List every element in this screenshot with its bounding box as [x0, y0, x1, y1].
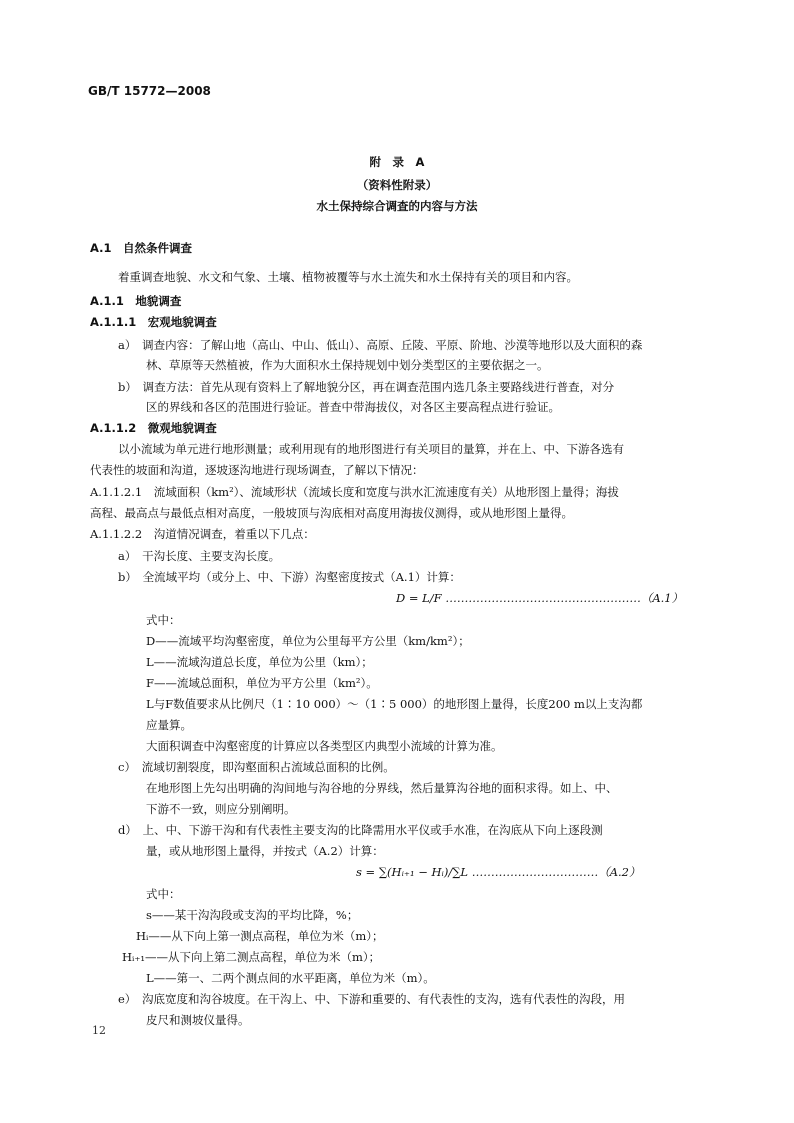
appendix-title: 水土保持综合调查的内容与方法 — [316, 199, 478, 213]
text-line: b） 全流域平均（或分上、中、下游）沟壑密度按式（A.1）计算： — [118, 570, 461, 584]
text-line: 在地形图上先勾出明确的沟间地与沟谷地的分界线，然后量算沟谷地的面积求得。如上、中、 — [146, 781, 618, 795]
text-line: 式中： — [146, 887, 181, 901]
text-line: L——第一、二两个测点间的水平距离，单位为米（m）。 — [146, 971, 435, 985]
standard-code: GB/T 15772—2008 — [88, 84, 211, 98]
text-line: 大面积调查中沟壑密度的计算应以各类型区内典型小流域的计算为准。 — [146, 739, 503, 753]
text-line: A.1.1.2.2 沟道情况调查，着重以下几点： — [90, 527, 315, 541]
text-line: Hᵢ₊₁——从下向上第二测点高程，单位为米（m）； — [122, 950, 381, 964]
text-line: 式中： — [146, 613, 181, 627]
text-line: a） 调查内容：了解山地（高山、中山、低山）、高原、丘陵、平原、阶地、沙漠等地形以及大面积的森 — [118, 338, 643, 352]
text-line: 应量算。 — [146, 718, 192, 732]
text-line: 代表性的坡面和沟道，逐坡逐沟地进行现场调查，了解以下情况： — [90, 463, 424, 477]
page-number: 12 — [92, 1024, 106, 1037]
text-line: L——流域沟道总长度，单位为公里（km）； — [146, 655, 373, 669]
text-line: s——某干沟沟段或支沟的平均比降，%； — [146, 908, 359, 922]
section-heading: A.1.1.2 微观地貌调查 — [90, 421, 217, 435]
text-line: 区的界线和各区的范围进行验证。普查中带海拔仪，对各区主要高程点进行验证。 — [146, 400, 560, 414]
text-line: D——流域平均沟壑密度，单位为公里每平方公里（km/km²）； — [146, 634, 470, 648]
text-line: Hᵢ——从下向上第一测点高程，单位为米（m）； — [136, 929, 384, 943]
text-line: a） 干沟长度、主要支沟长度。 — [118, 549, 281, 563]
appendix-nature: （资料性附录） — [356, 178, 438, 192]
section-heading: A.1.1.1 宏观地貌调查 — [90, 315, 217, 329]
text-line: L与F数值要求从比例尺（1∶10 000）～（1∶5 000）的地形图上量得，长度200 m以上支沟都 — [146, 697, 643, 711]
text-line: 着重调查地貌、水文和气象、土壤、植物被覆等与水土流失和水土保持有关的项目和内容。 — [118, 270, 578, 284]
text-line: 量，或从地形图上量得，并按式（A.2）计算： — [146, 844, 384, 858]
text-line: 高程、最高点与最低点相对高度，一般坡顶与沟底相对高度用海拔仪测得，或从地形图上量得。 — [90, 506, 573, 520]
appendix-label: 附 录 A — [369, 155, 425, 169]
section-heading: A.1 自然条件调查 — [90, 241, 192, 255]
text-line: e） 沟底宽度和沟谷坡度。在干沟上、中、下游和重要的、有代表性的支沟，选有代表性的沟段，用 — [118, 992, 626, 1006]
text-line: c） 流域切割裂度，即沟壑面积占流域总面积的比例。 — [118, 760, 395, 774]
text-line: s = ∑(Hᵢ₊₁ − Hᵢ)/∑L ……………………………（A.2） — [356, 865, 641, 879]
text-line: b） 调查方法：首先从现有资料上了解地貌分区，再在调查范围内选几条主要路线进行普查，对分 — [118, 380, 615, 394]
section-heading: A.1.1 地貌调查 — [90, 294, 182, 308]
text-line: d） 上、中、下游干沟和有代表性主要支沟的比降需用水平仪或手水准，在沟底从下向上逐段测 — [118, 823, 603, 837]
text-line: F——流域总面积，单位为平方公里（km²）。 — [146, 676, 378, 690]
text-line: A.1.1.2.1 流域面积（km²）、流域形状（流域长度和宽度与洪水汇流速度有关）从地形图上量得；海拔 — [90, 485, 619, 499]
text-line: 以小流域为单元进行地形测量；或利用现有的地形图进行有关项目的量算，并在上、中、下游各选有 — [118, 442, 624, 456]
text-line: 林、草原等天然植被，作为大面积水土保持规划中划分类型区的主要依据之一。 — [146, 358, 549, 372]
text-line: D = L/F ……………………………………………（A.1） — [396, 591, 684, 605]
text-line: 下游不一致，则应分别阐明。 — [146, 802, 296, 816]
text-line: 皮尺和测坡仪量得。 — [146, 1013, 250, 1027]
